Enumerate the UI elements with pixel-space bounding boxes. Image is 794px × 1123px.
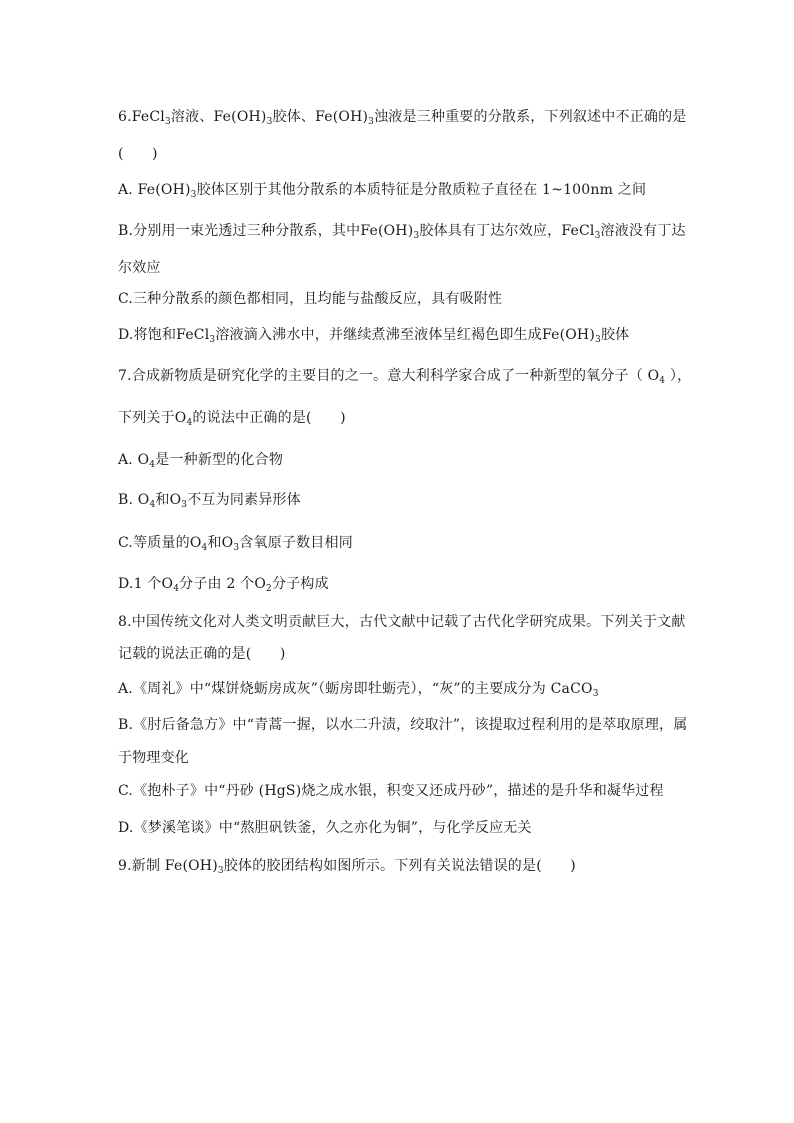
q6-option-c: C.三种分散系的颜色都相同，且均能与盐酸反应，具有吸附性 [118, 291, 503, 307]
q8-option-c: C.《抱朴子》中“丹砂 (HgS)烧之成水银，积变又还成丹砂”，描述的是升华和凝华过程 [118, 783, 664, 799]
q6-stem-line-2: ( ) [118, 146, 158, 162]
q8-option-d: D.《梦溪笔谈》中“熬胆矾铁釜，久之亦化为铜”，与化学反应无关 [118, 820, 532, 836]
q8-stem-line-1: 8.中国传统文化对人类文明贡献巨大，古代文献中记载了古代化学研究成果。下列关于文献 [118, 614, 686, 630]
q6-option-b-line-2: 尔效应 [118, 260, 161, 276]
q6-option-b-line-1: B.分别用一束光透过三种分散系，其中$Fe(OH)_3$胶体具有丁达尔效应，FeCl$_3$溶液没有丁达 [118, 223, 686, 241]
q9-stem-line-1: 9.新制 $Fe(OH)_3$胶体的胶团结构如图所示。下列有关说法错误的是( ) [118, 858, 576, 876]
q8-stem-line-2: 记载的说法正确的是( ) [118, 646, 286, 662]
q8-option-a: A.《周礼》中“煤饼烧蛎房成灰”（蛎房即牡蛎壳），“灰”的主要成分为 CaCO$_3$ [118, 681, 599, 699]
q8-option-b-line-2: 于物理变化 [118, 750, 189, 766]
q8-option-b-line-1: B.《肘后备急方》中“青蒿一握，以水二升渍，绞取汁”，该提取过程利用的是萃取原理，属 [118, 717, 688, 733]
q7-option-a: A. $O_4$是一种新型的化合物 [118, 452, 284, 470]
q7-option-b: B. $O_4$和$O_3$不互为同素异形体 [118, 492, 301, 510]
q6-stem-line-1: 6.FeCl$_3$溶液、$Fe(OH)_3$胶体、$Fe(OH)_3$浊液是三种重要的分散系，下列叙述中不正确的是 [118, 109, 687, 127]
q6-option-a: A. $Fe(OH)_3$胶体区别于其他分散系的本质特征是分散质粒子直径在 1~100nm 之间 [118, 182, 647, 200]
q6-option-d: D.将饱和FeCl$_3$溶液滴入沸水中，并继续煮沸至液体呈红褐色即生成$Fe(OH)_3$胶体 [118, 327, 630, 345]
q7-option-c: C.等质量的$O_4$和$O_3$含氧原子数目相同 [118, 535, 353, 553]
q7-stem-line-1: 7.合成新物质是研究化学的主要目的之一。意大利科学家合成了一种新型的氧分子（ $O_4$ ）， [118, 368, 692, 386]
q7-stem-line-2: 下列关于$O_4$的说法中正确的是( ) [118, 410, 346, 428]
q7-option-d: D.1 个$O_4$分子由 2 个$O_2$分子构成 [118, 576, 329, 594]
